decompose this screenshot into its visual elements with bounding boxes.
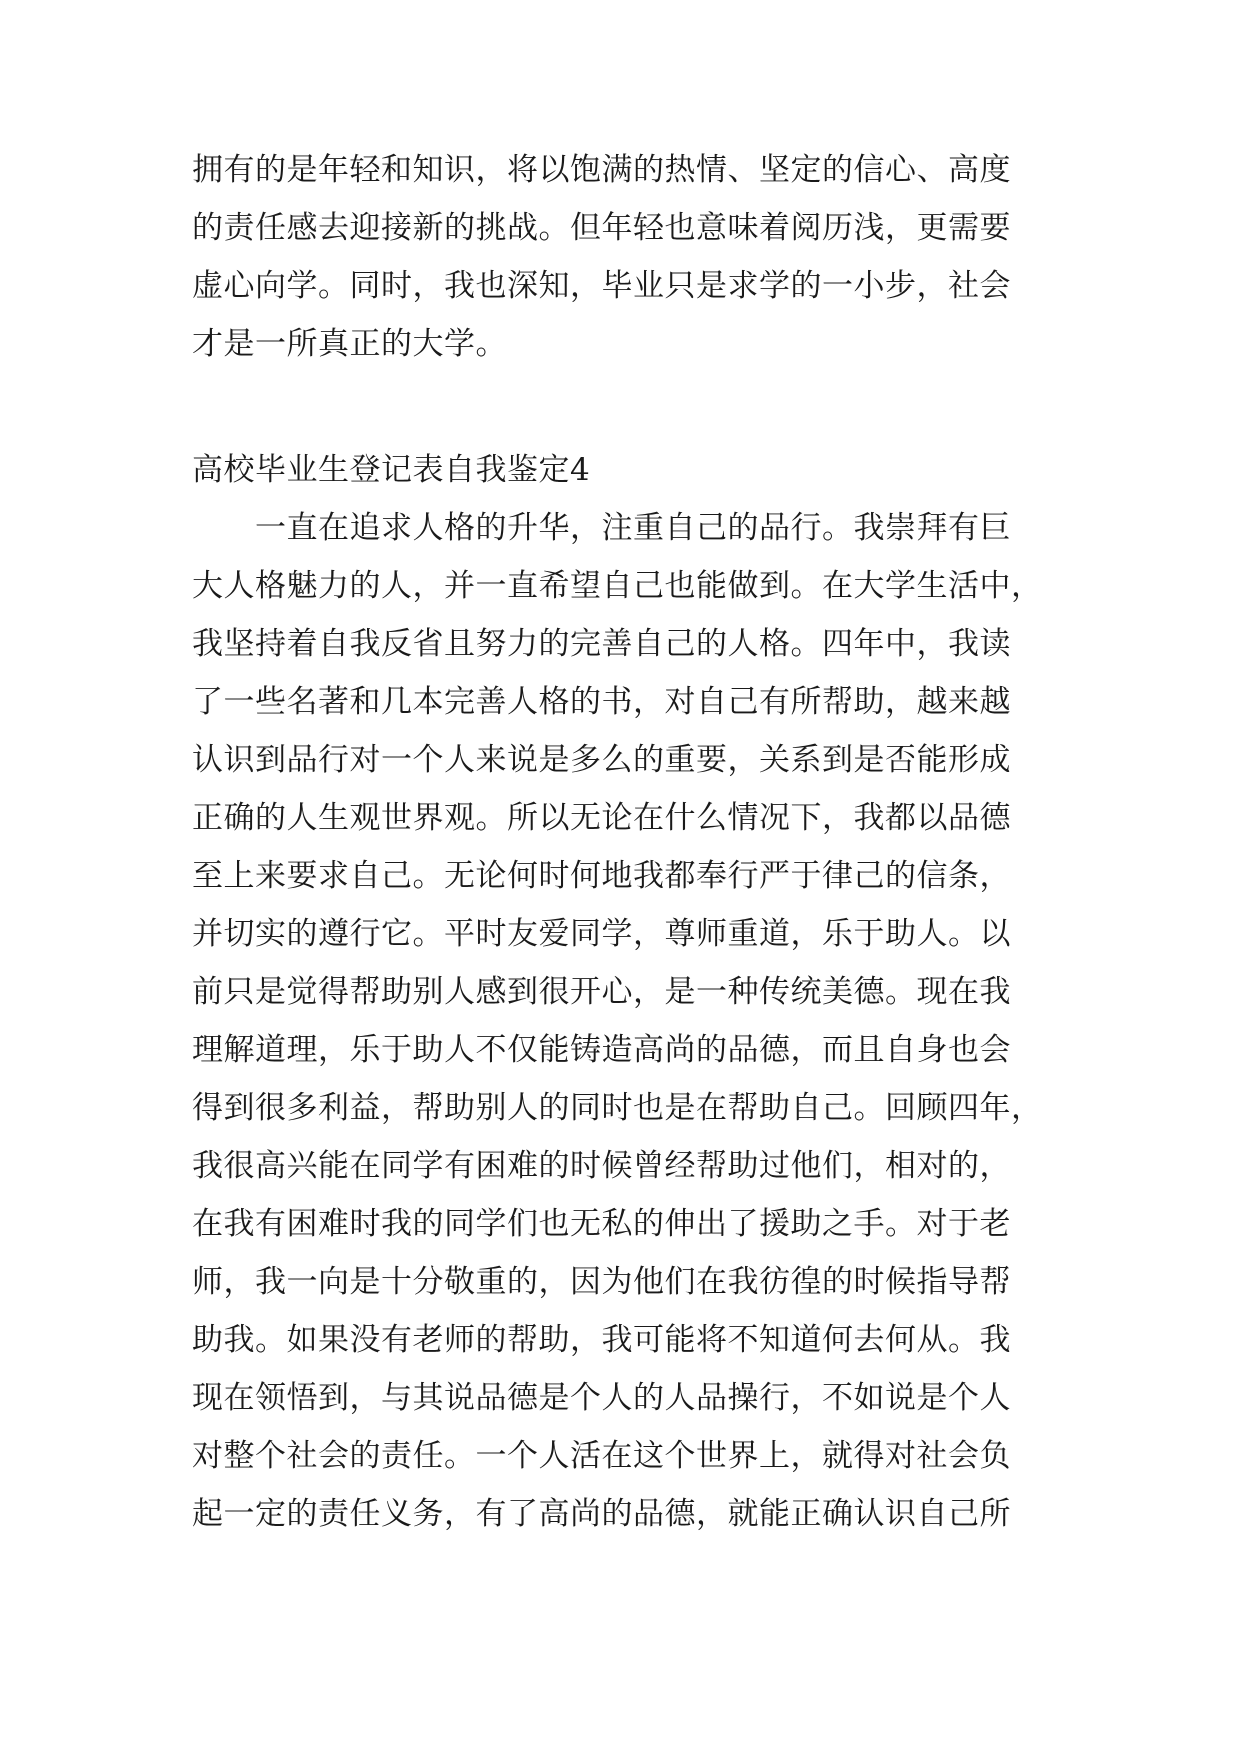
body-line-18: 起一定的责任义务，有了高尚的品德，就能正确认识自己所 (192, 1496, 1011, 1532)
body-line-13: 在我有困难时我的同学们也无私的伸出了援助之手。对于老 (192, 1206, 1011, 1242)
body-line-2: 大人格魅力的人，并一直希望自己也能做到。在大学生活中， (192, 568, 1043, 604)
body-line-15: 助我。如果没有老师的帮助，我可能将不知道何去何从。我 (192, 1322, 1011, 1358)
body-line-12: 我很高兴能在同学有困难的时候曾经帮助过他们，相对的， (192, 1148, 1011, 1184)
body-line-6: 正确的人生观世界观。所以无论在什么情况下，我都以品德 (192, 800, 1011, 836)
intro-line-1: 拥有的是年轻和知识，将以饱满的热情、坚定的信心、高度 (192, 152, 1011, 188)
body-line-11: 得到很多利益，帮助别人的同时也是在帮助自己。回顾四年， (192, 1090, 1043, 1126)
body-line-3: 我坚持着自我反省且努力的完善自己的人格。四年中，我读 (192, 626, 1011, 662)
body-line-17: 对整个社会的责任。一个人活在这个世界上，就得对社会负 (192, 1438, 1011, 1474)
intro-line-3: 虚心向学。同时，我也深知，毕业只是求学的一小步，社会 (192, 268, 1011, 304)
body-line-14: 师，我一向是十分敬重的，因为他们在我彷徨的时候指导帮 (192, 1264, 1011, 1300)
body-line-5: 认识到品行对一个人来说是多么的重要，关系到是否能形成 (192, 742, 1011, 778)
body-line-10: 理解道理，乐于助人不仅能铸造高尚的品德，而且自身也会 (192, 1032, 1011, 1068)
intro-line-4: 才是一所真正的大学。 (192, 326, 507, 362)
body-line-16: 现在领悟到，与其说品德是个人的人品操行，不如说是个人 (192, 1380, 1011, 1416)
body-line-7: 至上来要求自己。无论何时何地我都奉行严于律己的信条， (192, 858, 1011, 894)
intro-line-2: 的责任感去迎接新的挑战。但年轻也意味着阅历浅，更需要 (192, 210, 1011, 246)
body-line-1: 一直在追求人格的升华，注重自己的品行。我崇拜有巨 (192, 510, 1011, 546)
body-line-8: 并切实的遵行它。平时友爱同学，尊师重道，乐于助人。以 (192, 916, 1011, 952)
body-line-9: 前只是觉得帮助别人感到很开心，是一种传统美德。现在我 (192, 974, 1011, 1010)
body-line-4: 了一些名著和几本完善人格的书，对自己有所帮助，越来越 (192, 684, 1011, 720)
section-title: 高校毕业生登记表自我鉴定4 (192, 452, 591, 488)
